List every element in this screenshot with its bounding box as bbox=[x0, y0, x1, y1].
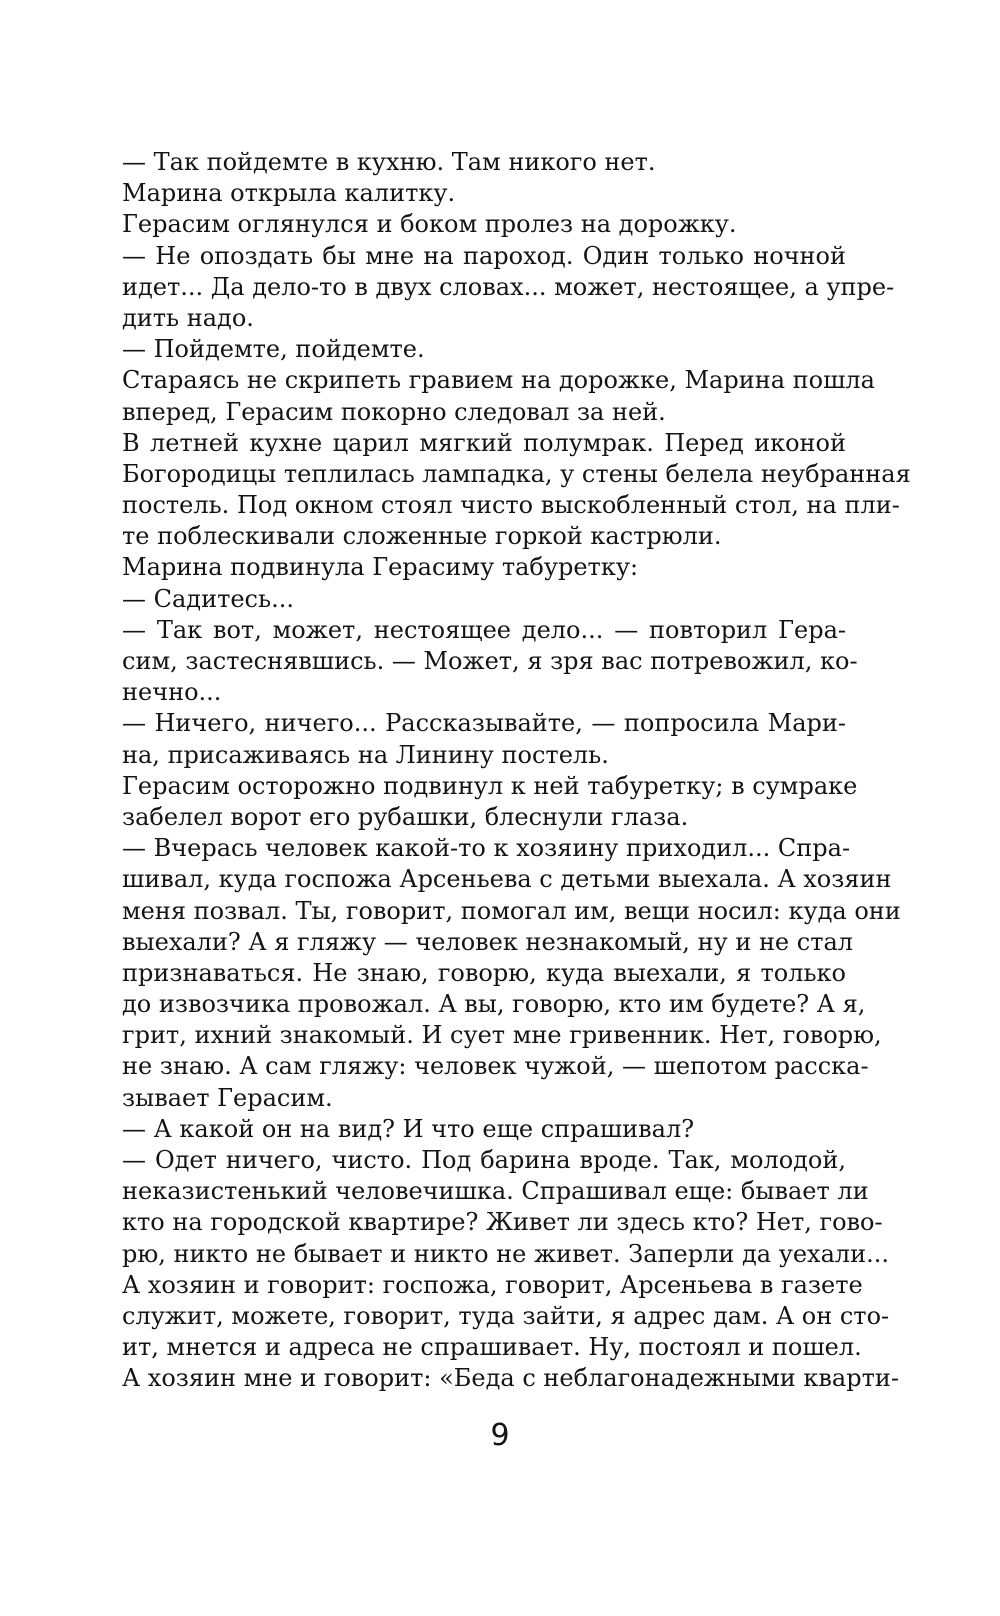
text-line: те поблескивали сложенные горкой кастрюли. bbox=[122, 522, 722, 551]
text-line: — Одет ничего, чисто. Под барина вроде. Так, молодой, bbox=[122, 1146, 846, 1174]
text-line: шивал, куда госпожа Арсеньева с детьми выехала. А хозяин bbox=[122, 865, 892, 894]
text-line: — Не опоздать бы мне на пароход. Один только ночной bbox=[122, 241, 846, 270]
text-line: — Ничего, ничего... Рассказывайте, — попросила Мари- bbox=[122, 709, 846, 738]
text-line: кто на городской квартире? Живет ли здесь кто? Нет, гово- bbox=[122, 1208, 883, 1237]
text-line: ит, мнется и адреса не спрашивает. Ну, постоял и пошел. bbox=[122, 1333, 862, 1362]
text-line: дить надо. bbox=[122, 303, 254, 332]
text-line: Герасим осторожно подвинул к ней табуретку; в сумраке bbox=[122, 771, 858, 800]
page-number: 9 bbox=[490, 1418, 510, 1453]
text-line: идет... Да дело-то в двух словах... может, нестоящее, а упре- bbox=[122, 272, 895, 301]
text-line: меня позвал. Ты, говорит, помогал им, вещи носил: куда они bbox=[122, 896, 901, 925]
text-line: — Так вот, может, нестоящее дело... — повторил Гера- bbox=[122, 615, 846, 644]
text-line: не знаю. А сам гляжу: человек чужой, — шепотом расска- bbox=[122, 1052, 869, 1081]
text-line: — Садитесь... bbox=[122, 584, 294, 613]
text-line: рю, никто не бывает и никто не живет. Заперли да уехали... bbox=[122, 1239, 890, 1268]
text-line: — Пойдемте, пойдемте. bbox=[122, 335, 425, 364]
text-line: вперед, Герасим покорно следовал за ней. bbox=[122, 397, 666, 426]
text-line: признаваться. Не знаю, говорю, куда выехали, я только bbox=[122, 958, 846, 987]
text-line: А хозяин и говорит: госпожа, говорит, Арсеньева в газете bbox=[122, 1270, 863, 1299]
text-line: нечно... bbox=[122, 678, 222, 707]
text-line: постель. Под окном стоял чисто выскобленный стол, на пли- bbox=[122, 491, 900, 520]
text-line: забелел ворот его рубашки, блеснули глаза. bbox=[122, 802, 689, 831]
text-line: до извозчика провожал. А вы, говорю, кто им будете? А я, bbox=[122, 990, 866, 1019]
text-line: служит, можете, говорит, туда зайти, я адрес дам. А он сто- bbox=[122, 1301, 890, 1330]
text-line: — Вчерась человек какой-то к хозяину приходил... Спра- bbox=[122, 834, 851, 863]
text-line: Герасим оглянулся и боком пролез на дорожку. bbox=[122, 210, 737, 239]
text-line: зывает Герасим. bbox=[122, 1083, 333, 1112]
text-line: грит, ихний знакомый. И сует мне гривенник. Нет, говорю, bbox=[122, 1021, 882, 1050]
text-line: А хозяин мне и говорит: «Беда с неблагонадежными кварти- bbox=[122, 1364, 899, 1393]
text-line: В летней кухне царил мягкий полумрак. Перед иконой bbox=[122, 428, 846, 457]
text-line: выехали? А я гляжу — человек незнакомый, ну и не стал bbox=[122, 927, 854, 956]
text-line: Марина подвинула Герасиму табуретку: bbox=[122, 553, 639, 582]
body-text bbox=[122, 147, 911, 1395]
text-line: сим, застеснявшись. — Может, я зря вас потревожил, ко- bbox=[122, 647, 858, 675]
text-line: на, присаживаясь на Линину постель. bbox=[122, 740, 609, 769]
text-line: Марина открыла калитку. bbox=[122, 179, 456, 208]
text-line: — Так пойдемте в кухню. Там никого нет. bbox=[122, 148, 656, 176]
text-line: Богородицы теплилась лампадка, у стены белела неубранная bbox=[122, 459, 911, 488]
text-line: — А какой он на вид? И что еще спрашивал? bbox=[122, 1114, 695, 1143]
text-line: неказистенький человечишка. Спрашивал еще: бывает ли bbox=[122, 1177, 869, 1206]
text-line: Стараясь не скрипеть гравием на дорожке, Марина пошла bbox=[122, 366, 875, 395]
